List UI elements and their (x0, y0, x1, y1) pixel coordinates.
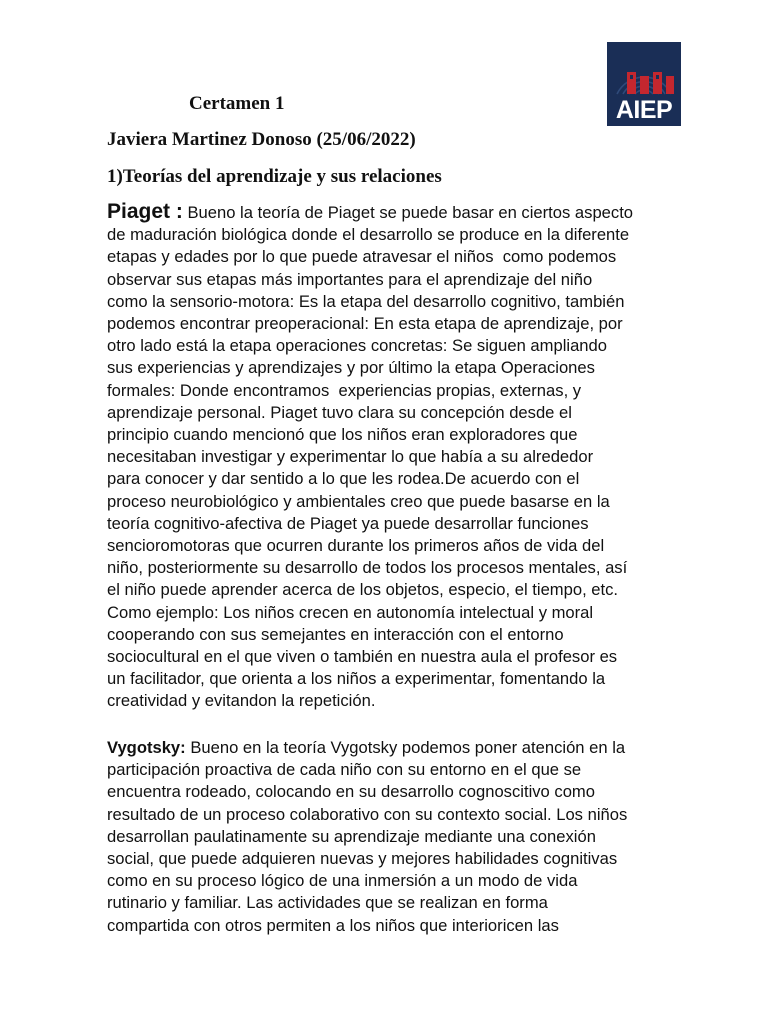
piaget-line: un facilitador, que orienta a los niños a experimentar, fomentando la (107, 669, 606, 689)
piaget-first-line-text: Bueno la teoría de Piaget se puede basar en ciertos aspecto (182, 203, 634, 222)
vygotsky-line: desarrollan paulatinamente su aprendizaje mediante una conexión (107, 826, 596, 846)
piaget-line: cooperando con sus semejantes en interacción con el entorno (107, 624, 564, 644)
vygotsky-line: resultado de un proceso colaborativo con su contexto social. Los niños (107, 804, 628, 824)
piaget-line: Como ejemplo: Los niños crecen en autonomía intelectual y moral (107, 602, 594, 622)
piaget-first-line (107, 201, 667, 224)
vygotsky-line: compartida con otros permiten a los niños que interioricen las (107, 915, 559, 935)
piaget-line: el niño puede aprender acerca de los objetos, especio, el tiempo, etc. (107, 580, 619, 600)
section-heading: 1)Teorías del aprendizaje y sus relaciones (107, 166, 442, 187)
piaget-line: creatividad y evitandon la repetición. (107, 691, 376, 711)
piaget-line: para conocer y dar sentido a lo que les rodea.De acuerdo con el (107, 469, 580, 489)
piaget-line: otro lado está la etapa operaciones concretas: Se siguen ampliando (107, 336, 607, 356)
piaget-line: podemos encontrar preoperacional: En esta etapa de aprendizaje, por (107, 314, 623, 334)
piaget-line: observar sus etapas más importantes para el aprendizaje del niño (107, 269, 593, 289)
piaget-line: necesitaban investigar y experimentar lo que había a su alrededor (107, 447, 594, 467)
aiep-logo (607, 42, 681, 126)
vygotsky-line: como en su proceso lógico de una inmersión a un modo de vida (107, 871, 578, 891)
piaget-line: etapas y edades por lo que puede atravesar el niños como podemos (107, 247, 617, 267)
piaget-line: sociocultural en el que viven o también en nuestra aula el profesor es (107, 647, 618, 667)
piaget-line: principio cuando mencionó que los niños eran exploradores que (107, 425, 578, 445)
piaget-lead: Piaget : (107, 200, 183, 223)
piaget-line: como la sensorio-motora: Es la etapa del desarrollo cognitivo, también (107, 291, 625, 311)
vygotsky-line: participación proactiva de cada niño con su entorno en el que se (107, 760, 582, 780)
piaget-paragraph (107, 201, 667, 713)
piaget-line: teoría cognitivo-afectiva de Piaget ya puede desarrollar funciones (107, 513, 589, 533)
piaget-line: formales: Donde encontramos experiencias propias, externas, y (107, 380, 582, 400)
vygotsky-line: encuentra rodeado, colocando en su desarrollo cognoscitivo como (107, 782, 595, 802)
vygotsky-line: social, que puede adquieren nuevas y mejores habilidades cognitivas (107, 849, 618, 869)
vygotsky-lead: Vygotsky: (107, 738, 186, 757)
piaget-line: sencioromotoras que ocurren durante los primeros años de vida del (107, 536, 605, 556)
document-title: Certamen 1 (189, 93, 285, 114)
piaget-line: aprendizaje personal. Piaget tuvo clara su concepción desde el (107, 402, 572, 422)
piaget-line: de maduración biológica donde el desarrollo se produce en la diferente (107, 225, 630, 245)
piaget-line: sus experiencias y aprendizajes y por último la etapa Operaciones (107, 358, 595, 378)
author-line: Javiera Martinez Donoso (25/06/2022) (107, 129, 416, 150)
vygotsky-line: rutinario y familiar. Las actividades que se realizan en forma (107, 893, 548, 913)
vygotsky-first-line-text: Bueno en la teoría Vygotsky podemos poner atención en la (185, 738, 626, 757)
vygotsky-first-line (107, 737, 667, 759)
piaget-line: niño, posteriormente su desarrollo de todos los procesos mentales, así (107, 558, 628, 578)
piaget-line: proceso neurobiológico y ambientales creo que puede basarse en la (107, 491, 610, 511)
vygotsky-paragraph (107, 737, 667, 937)
logo-text: AIEP (615, 96, 673, 124)
